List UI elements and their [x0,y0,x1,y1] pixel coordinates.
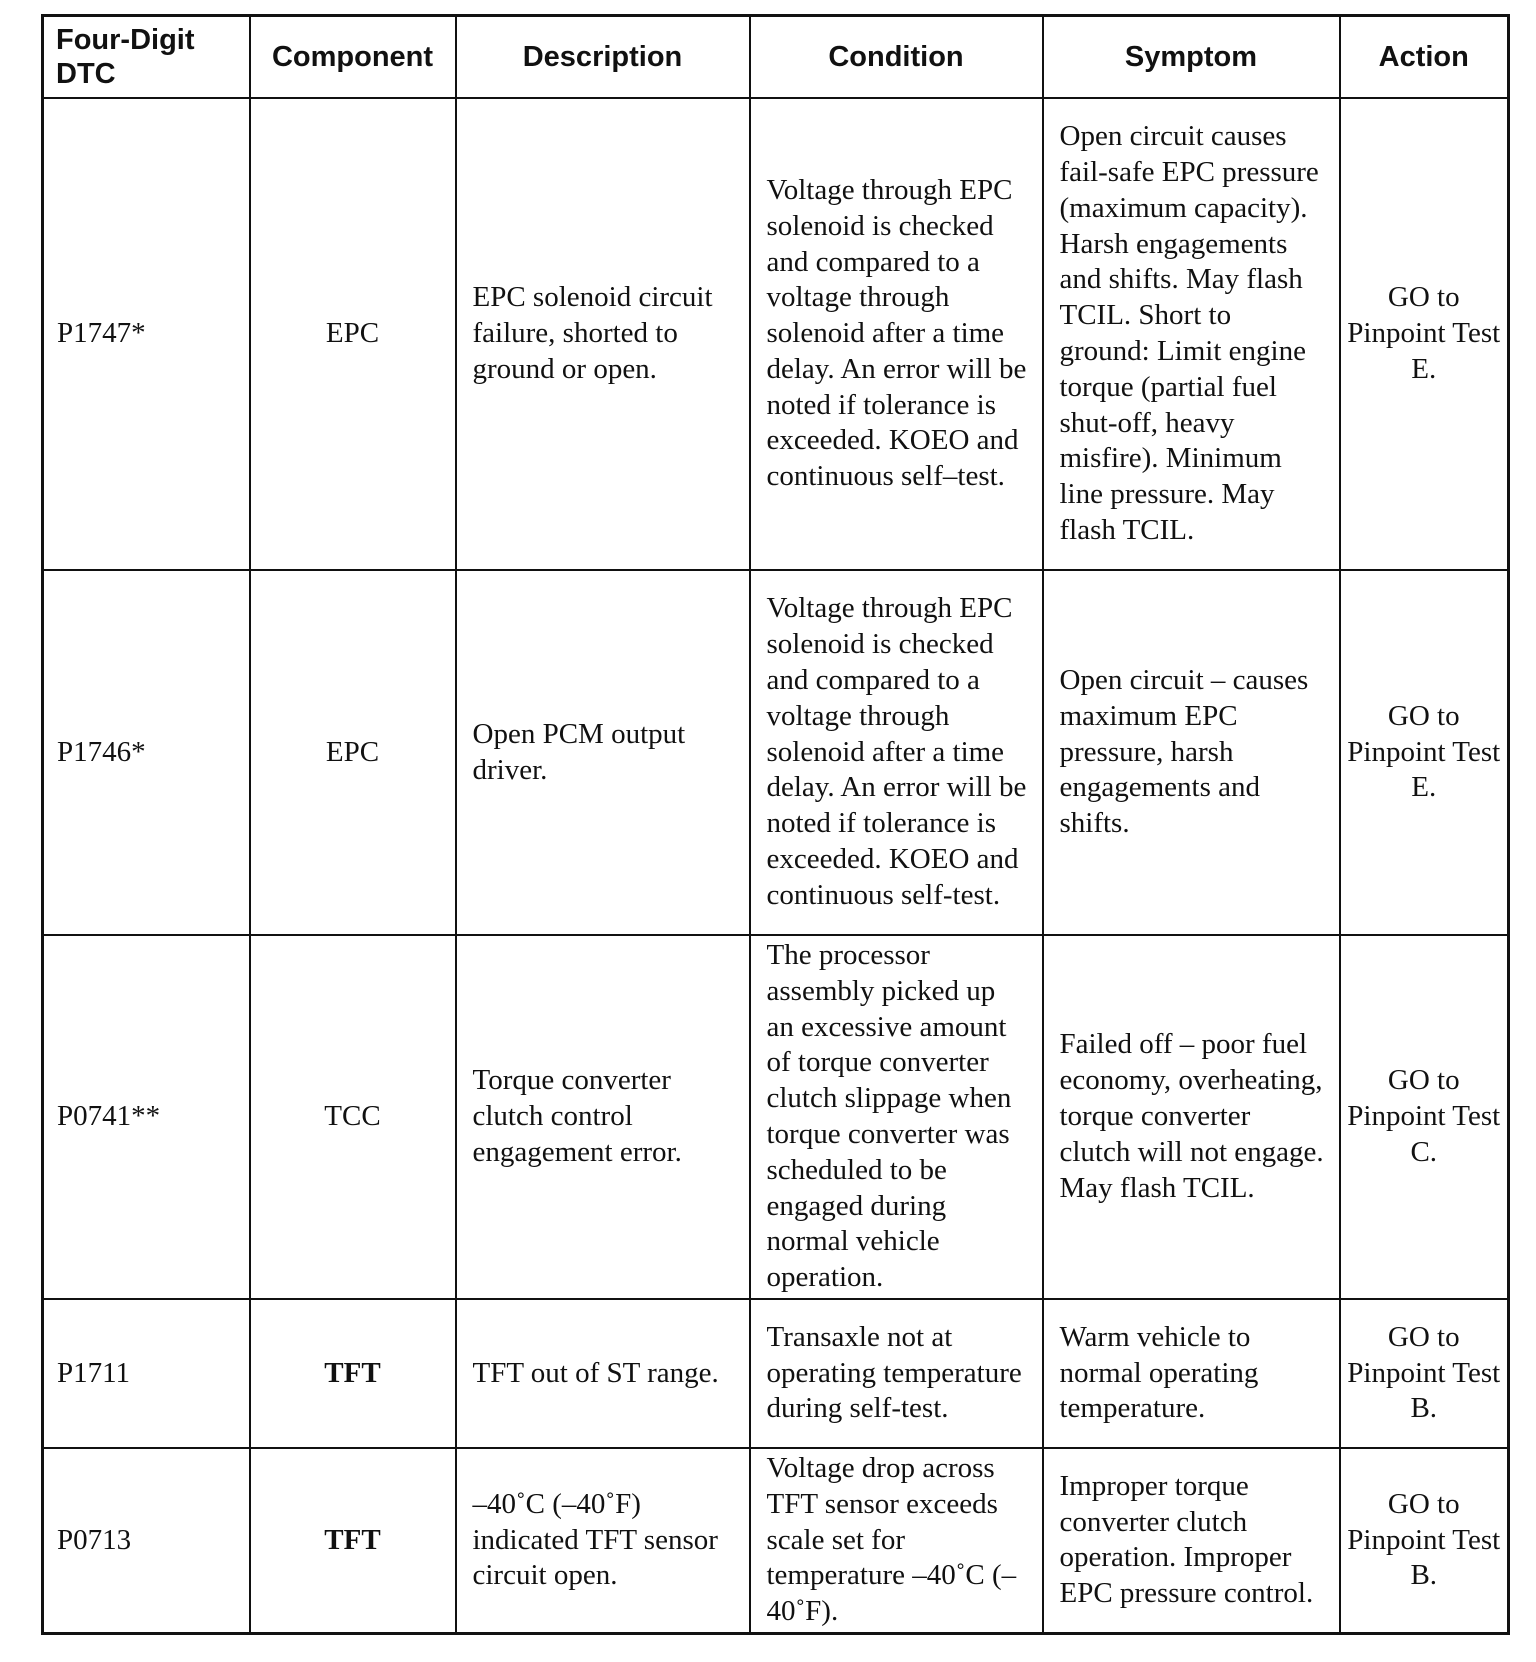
action-cell: GO to Pinpoint Test E. [1340,570,1509,935]
action-cell: GO to Pinpoint Test B. [1340,1299,1509,1448]
dtc-code-cell: P1746* [43,570,250,935]
action-cell: GO to Pinpoint Test E. [1340,98,1509,570]
header-symptom: Symptom [1043,16,1340,99]
dtc-code-cell: P0741** [43,935,250,1299]
symptom-cell: Open circuit causes fail-safe EPC pressure (maximum capacity). Harsh engagements and shifts. May flash TCIL. Short to ground: Limit engine torque (partial fuel shut-off, heavy misfire). Minimum line pressure. May flash TCIL. [1043,98,1340,570]
header-component: Component [250,16,456,99]
dtc-code-cell: P1711 [43,1299,250,1448]
header-action: Action [1340,16,1509,99]
condition-cell: Voltage drop across TFT sensor exceeds scale set for temperature –40˚C (–40˚F). [750,1448,1043,1633]
table-row [43,570,1509,935]
component-cell: EPC [250,570,456,935]
header-condition: Condition [750,16,1043,99]
description-cell: Open PCM output driver. [456,570,750,935]
description-cell: –40˚C (–40˚F) indicated TFT sensor circuit open. [456,1448,750,1633]
condition-cell: Voltage through EPC solenoid is checked and compared to a voltage through solenoid after a time delay. An error will be noted if tolerance is exceeded. KOEO and continuous self-test. [750,570,1043,935]
action-cell: GO to Pinpoint Test C. [1340,935,1509,1299]
header-dtc: Four-Digit DTC [43,16,250,99]
description-cell: TFT out of ST range. [456,1299,750,1448]
action-cell: GO to Pinpoint Test B. [1340,1448,1509,1633]
table-row [43,98,1509,570]
description-cell: EPC solenoid circuit failure, shorted to ground or open. [456,98,750,570]
component-cell: EPC [250,98,456,570]
table-row [43,1448,1509,1633]
header-description: Description [456,16,750,99]
condition-cell: The processor assembly picked up an excessive amount of torque converter clutch slippage when torque converter was scheduled to be engaged during normal vehicle operation. [750,935,1043,1299]
dtc-table [41,14,1510,1635]
symptom-cell: Failed off – poor fuel economy, overheating, torque converter clutch will not engage. May flash TCIL. [1043,935,1340,1299]
condition-cell: Voltage through EPC solenoid is checked and compared to a voltage through solenoid after a time delay. An error will be noted if tolerance is exceeded. KOEO and continuous self–test. [750,98,1043,570]
component-cell: TFT [250,1299,456,1448]
symptom-cell: Warm vehicle to normal operating temperature. [1043,1299,1340,1448]
dtc-code-cell: P1747* [43,98,250,570]
header-row [43,16,1509,99]
table-row [43,935,1509,1299]
symptom-cell: Improper torque converter clutch operation. Improper EPC pressure control. [1043,1448,1340,1633]
symptom-cell: Open circuit – causes maximum EPC pressure, harsh engagements and shifts. [1043,570,1340,935]
dtc-code-cell: P0713 [43,1448,250,1633]
component-cell: TFT [250,1448,456,1633]
component-cell: TCC [250,935,456,1299]
description-cell: Torque converter clutch control engagement error. [456,935,750,1299]
condition-cell: Transaxle not at operating temperature during self-test. [750,1299,1043,1448]
table-row [43,1299,1509,1448]
